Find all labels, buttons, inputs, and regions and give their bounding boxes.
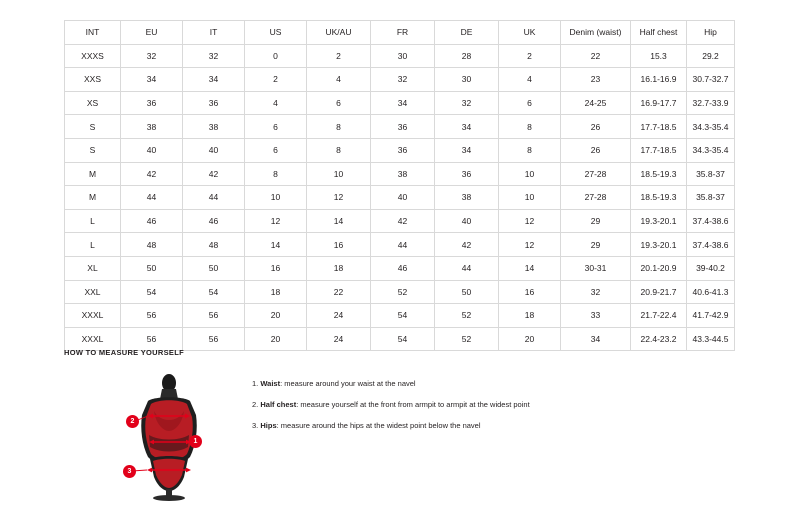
cell: 52 <box>435 327 499 351</box>
cell: 46 <box>371 256 435 280</box>
cell: 10 <box>499 162 561 186</box>
cell: 44 <box>121 186 183 210</box>
cell: 37.4-38.6 <box>687 233 735 257</box>
measure-badge-3: 3 <box>123 465 136 478</box>
cell: 8 <box>245 162 307 186</box>
cell: S <box>65 115 121 139</box>
cell: 17.7-18.5 <box>631 138 687 162</box>
table-row <box>65 162 735 186</box>
cell: 18.5-19.3 <box>631 186 687 210</box>
cell: 20 <box>245 327 307 351</box>
cell: 16.9-17.7 <box>631 91 687 115</box>
cell: 56 <box>121 327 183 351</box>
cell: 6 <box>307 91 371 115</box>
cell: XXXL <box>65 327 121 351</box>
cell: 22 <box>307 280 371 304</box>
cell: 54 <box>183 280 245 304</box>
cell: 50 <box>121 256 183 280</box>
cell: 22.4-23.2 <box>631 327 687 351</box>
cell: 44 <box>435 256 499 280</box>
table-row <box>65 256 735 280</box>
cell: 29 <box>561 233 631 257</box>
cell: 54 <box>121 280 183 304</box>
cell: 22 <box>561 44 631 68</box>
cell: 30.7-32.7 <box>687 68 735 92</box>
cell: 21.7-22.4 <box>631 304 687 328</box>
cell: 40 <box>121 138 183 162</box>
cell: 20.9-21.7 <box>631 280 687 304</box>
column-header: UK <box>499 21 561 45</box>
cell: 10 <box>307 162 371 186</box>
cell: 8 <box>307 138 371 162</box>
column-header: IT <box>183 21 245 45</box>
measure-notes <box>252 371 530 442</box>
measure-note-hips <box>252 421 530 430</box>
cell: 20 <box>499 327 561 351</box>
cell: 33 <box>561 304 631 328</box>
cell: 32 <box>561 280 631 304</box>
cell: 50 <box>435 280 499 304</box>
cell: 16 <box>499 280 561 304</box>
cell: 34 <box>183 68 245 92</box>
cell: 34.3-35.4 <box>687 138 735 162</box>
cell: 2 <box>499 44 561 68</box>
cell: 12 <box>499 209 561 233</box>
cell: 56 <box>183 327 245 351</box>
cell: 34 <box>371 91 435 115</box>
column-header: Hip <box>687 21 735 45</box>
cell: 36 <box>435 162 499 186</box>
cell: 46 <box>121 209 183 233</box>
cell: 4 <box>499 68 561 92</box>
cell: 39-40.2 <box>687 256 735 280</box>
cell: 19.3-20.1 <box>631 233 687 257</box>
cell: 42 <box>371 209 435 233</box>
cell: 52 <box>371 280 435 304</box>
cell: 14 <box>245 233 307 257</box>
cell: 24 <box>307 327 371 351</box>
table-row <box>65 44 735 68</box>
cell: 32 <box>435 91 499 115</box>
table-row <box>65 138 735 162</box>
cell: 34 <box>435 115 499 139</box>
table-row <box>65 186 735 210</box>
cell: XS <box>65 91 121 115</box>
cell: 48 <box>183 233 245 257</box>
cell: XXL <box>65 280 121 304</box>
note-number: 1. <box>252 379 259 388</box>
cell: 50 <box>183 256 245 280</box>
cell: 24 <box>307 304 371 328</box>
cell: 20 <box>245 304 307 328</box>
cell: 34.3-35.4 <box>687 115 735 139</box>
cell: XXS <box>65 68 121 92</box>
table-row <box>65 233 735 257</box>
cell: 38 <box>183 115 245 139</box>
cell: 4 <box>307 68 371 92</box>
cell: 41.7-42.9 <box>687 304 735 328</box>
cell: 35.8-37 <box>687 162 735 186</box>
cell: 34 <box>561 327 631 351</box>
cell: 18 <box>245 280 307 304</box>
cell: 35.8-37 <box>687 186 735 210</box>
cell: 30 <box>435 68 499 92</box>
cell: XXXL <box>65 304 121 328</box>
cell: 8 <box>499 138 561 162</box>
column-header: Denim (waist) <box>561 21 631 45</box>
table-row <box>65 68 735 92</box>
column-header: US <box>245 21 307 45</box>
cell: 0 <box>245 44 307 68</box>
cell: 52 <box>435 304 499 328</box>
note-term: Waist <box>260 379 281 388</box>
cell: 32 <box>371 68 435 92</box>
cell: 44 <box>371 233 435 257</box>
cell: 16 <box>307 233 371 257</box>
cell: 30 <box>371 44 435 68</box>
table-row <box>65 209 735 233</box>
cell: 54 <box>371 327 435 351</box>
cell: XXXS <box>65 44 121 68</box>
measure-badge-2: 2 <box>126 415 139 428</box>
cell: 2 <box>307 44 371 68</box>
cell: 6 <box>245 115 307 139</box>
cell: 16 <box>245 256 307 280</box>
cell: 30-31 <box>561 256 631 280</box>
cell: XL <box>65 256 121 280</box>
cell: 2 <box>245 68 307 92</box>
cell: L <box>65 233 121 257</box>
table-header-row <box>65 21 735 45</box>
cell: 26 <box>561 138 631 162</box>
cell: 12 <box>499 233 561 257</box>
cell: 6 <box>245 138 307 162</box>
cell: 38 <box>435 186 499 210</box>
column-header: Half chest <box>631 21 687 45</box>
column-header: EU <box>121 21 183 45</box>
cell: 36 <box>371 138 435 162</box>
cell: 27-28 <box>561 162 631 186</box>
column-header: UK/AU <box>307 21 371 45</box>
cell: 36 <box>121 91 183 115</box>
column-header: DE <box>435 21 499 45</box>
cell: M <box>65 186 121 210</box>
cell: 48 <box>121 233 183 257</box>
cell: 18 <box>307 256 371 280</box>
cell: 42 <box>435 233 499 257</box>
cell: 37.4-38.6 <box>687 209 735 233</box>
mannequin-illustration <box>104 371 234 501</box>
cell: 44 <box>183 186 245 210</box>
cell: 40.6-41.3 <box>687 280 735 304</box>
cell: L <box>65 209 121 233</box>
cell: 38 <box>121 115 183 139</box>
cell: 6 <box>499 91 561 115</box>
cell: 46 <box>183 209 245 233</box>
cell: 8 <box>499 115 561 139</box>
note-text: : measure around your waist at the navel <box>280 379 416 388</box>
cell: 28 <box>435 44 499 68</box>
cell: 42 <box>183 162 245 186</box>
cell: 17.7-18.5 <box>631 115 687 139</box>
note-text: : measure around the hips at the widest point below the navel <box>276 421 481 430</box>
cell: 32 <box>121 44 183 68</box>
cell: 29 <box>561 209 631 233</box>
measure-note-waist <box>252 379 530 388</box>
cell: 16.1-16.9 <box>631 68 687 92</box>
note-number: 3. <box>252 421 259 430</box>
table-row <box>65 304 735 328</box>
cell: 29.2 <box>687 44 735 68</box>
cell: 38 <box>371 162 435 186</box>
cell: 15.3 <box>631 44 687 68</box>
size-chart-table <box>64 20 735 351</box>
cell: 20.1-20.9 <box>631 256 687 280</box>
cell: 12 <box>307 186 371 210</box>
cell: 4 <box>245 91 307 115</box>
note-term: Half chest <box>260 400 297 409</box>
column-header: FR <box>371 21 435 45</box>
table-row <box>65 115 735 139</box>
note-text: : measure yourself at the front from armpit to armpit at the widest point <box>296 400 530 409</box>
cell: 56 <box>121 304 183 328</box>
cell: 14 <box>307 209 371 233</box>
how-to-measure-section <box>64 348 734 501</box>
cell: 34 <box>121 68 183 92</box>
cell: 26 <box>561 115 631 139</box>
cell: 54 <box>371 304 435 328</box>
cell: 40 <box>435 209 499 233</box>
measure-badge-1: 1 <box>189 435 202 448</box>
how-to-measure-body <box>64 371 734 501</box>
table-row <box>65 91 735 115</box>
cell: S <box>65 138 121 162</box>
cell: 10 <box>245 186 307 210</box>
mannequin-figure <box>104 371 234 501</box>
cell: 34 <box>435 138 499 162</box>
cell: 40 <box>183 138 245 162</box>
measure-note-half-chest <box>252 400 530 409</box>
cell: 36 <box>183 91 245 115</box>
size-chart-container <box>64 20 734 351</box>
column-header: INT <box>65 21 121 45</box>
cell: 32 <box>183 44 245 68</box>
cell: 14 <box>499 256 561 280</box>
cell: 36 <box>371 115 435 139</box>
cell: 32.7-33.9 <box>687 91 735 115</box>
cell: M <box>65 162 121 186</box>
cell: 18 <box>499 304 561 328</box>
cell: 43.3-44.5 <box>687 327 735 351</box>
cell: 27-28 <box>561 186 631 210</box>
how-to-measure-title: HOW TO MEASURE YOURSELF <box>64 348 184 357</box>
cell: 12 <box>245 209 307 233</box>
cell: 8 <box>307 115 371 139</box>
cell: 10 <box>499 186 561 210</box>
cell: 23 <box>561 68 631 92</box>
cell: 40 <box>371 186 435 210</box>
note-number: 2. <box>252 400 259 409</box>
note-term: Hips <box>260 421 277 430</box>
cell: 56 <box>183 304 245 328</box>
table-row <box>65 280 735 304</box>
cell: 18.5-19.3 <box>631 162 687 186</box>
cell: 19.3-20.1 <box>631 209 687 233</box>
cell: 24-25 <box>561 91 631 115</box>
cell: 42 <box>121 162 183 186</box>
